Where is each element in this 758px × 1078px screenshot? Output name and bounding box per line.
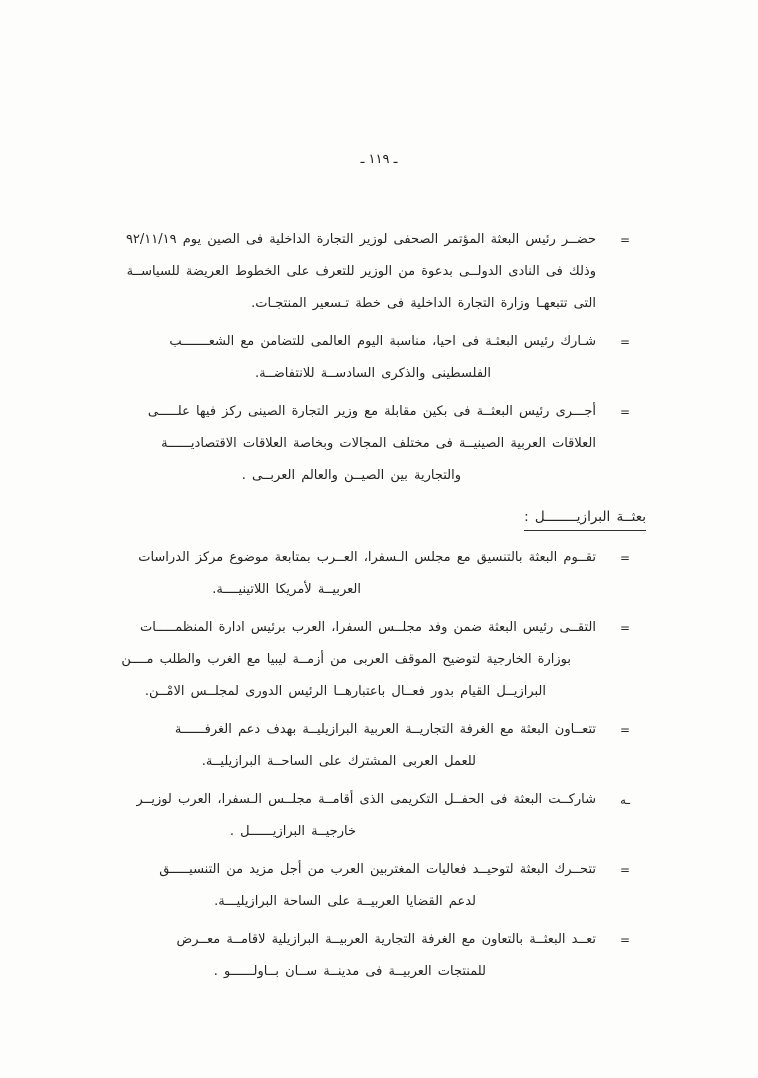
text-line: تعــد البعثــة بالتعاون مع الغرفة التجارية العربيــة البرازيلية لاقامــة معــرض <box>176 932 596 947</box>
paragraph-text <box>128 542 596 606</box>
text-line: العربيــة لأمريكا اللاتينيــــة. <box>212 582 361 597</box>
section-heading-row <box>128 506 646 531</box>
paragraph-item <box>128 854 646 918</box>
paragraph-text <box>128 326 596 390</box>
text-line: أجـــرى رئيس البعثــة فى بكين مقابلة مع وزير التجارة الصينى ركز فيها علـــــى <box>147 404 596 419</box>
text-line: للمنتجات العربيــة فى مدينــة ســان بــاولــــــو . <box>213 964 486 979</box>
item-marker: = <box>619 863 631 877</box>
paragraph-text <box>125 224 596 320</box>
item-marker: ـه <box>620 793 630 807</box>
section-china-mission <box>125 224 646 492</box>
item-marker: = <box>619 233 631 247</box>
item-marker: = <box>619 551 631 565</box>
text-line: للعمل العربى المشترك على الساحــة البرازيليــة. <box>201 754 476 769</box>
page-number: ـ ١١٩ ـ <box>360 152 398 167</box>
text-line: التقــى رئيس البعثة ضمن وفد مجلــس السفرا، العرب برئيس ادارة المنظمـــــات <box>140 620 596 635</box>
item-marker: = <box>619 723 631 737</box>
text-line: والتجارية بين الصيــن والعالم العربــى . <box>241 468 461 483</box>
paragraph-item <box>128 924 646 988</box>
text-line: بوزارة الخارجية لتوضيح الموقف العربى من أزمــة ليبيا مع الغرب والطلب مــــن <box>121 652 571 667</box>
text-line: التى تتبعهـا وزارة التجارة الداخلية فى خطة تـسعير المنتجـات. <box>251 296 596 311</box>
paragraph-item <box>125 224 646 320</box>
paragraph-item <box>128 396 646 492</box>
paragraph-item <box>121 612 646 708</box>
paragraph-text <box>121 612 596 708</box>
paragraph-text <box>128 396 596 492</box>
paragraph-text <box>128 924 596 988</box>
text-line: شـارك رئيس البعثـة فى احيا، مناسبة اليوم العالمى للتضامن مع الشعـــــــب <box>169 334 596 349</box>
paragraph-item <box>128 542 646 606</box>
paragraph-text <box>128 714 596 778</box>
item-marker: = <box>619 933 631 947</box>
text-line: خارجيــة البرازيــــــل . <box>229 824 356 839</box>
text-line: تتعــاون البعثة مع الغرفة التجاريــة العربية البرازيليــة بهدف دعم الغرفــــــة <box>174 722 596 737</box>
section-brazil-mission <box>121 506 646 988</box>
item-marker: = <box>619 621 631 635</box>
paragraph-item <box>128 714 646 778</box>
text-line: الفلسطينى والذكرى السادســة للانتفاضــة. <box>255 366 491 381</box>
paragraph-text <box>128 854 596 918</box>
paragraph-item <box>128 326 646 390</box>
text-line: تتحــرك البعثة لتوحيــد فعاليات المغتربين العرب من أجل مزيد من التنسيـــــق <box>159 862 596 877</box>
text-line: البرازيــل القيام بدور فعــال باعتبارهــا الرئيس الدورى لمجلــس الامْــن. <box>144 684 546 699</box>
text-line: وذلك فى النادى الدولــى بدعوة من الوزير للتعرف على الخطوط العريضة للسياســة <box>126 264 596 279</box>
text-line: شاركــت البعثة فى الحفــل التكريمى الذى أقامــة مجلــس الـسفرا، العرب لوزيــر <box>136 792 596 807</box>
text-line: لدعم القضايا العربيــة على الساحة البرازيليـــة. <box>214 894 476 909</box>
text-line: العلاقات العربية الصينيــة فى مختلف المجالات وبخاصة العلاقات الاقتصاديــــــة <box>161 436 596 451</box>
document-body <box>121 224 646 994</box>
text-line: تقــوم البعثة بالتنسيق مع مجلس الـسفرا، العــرب بمتابعة موضوع مركز الدراسات <box>138 550 596 565</box>
paragraph-item <box>128 784 646 848</box>
text-line: حضــر رئيس البعثة المؤتمر الصحفى لوزير التجارة الداخلية فى الصين يوم ٩٢/١١/١٩ <box>125 232 596 247</box>
item-marker: = <box>619 335 631 349</box>
item-marker: = <box>619 405 631 419</box>
paragraph-text <box>128 784 596 848</box>
section-heading: بعثــة البرازيــــــــل : <box>524 509 646 531</box>
